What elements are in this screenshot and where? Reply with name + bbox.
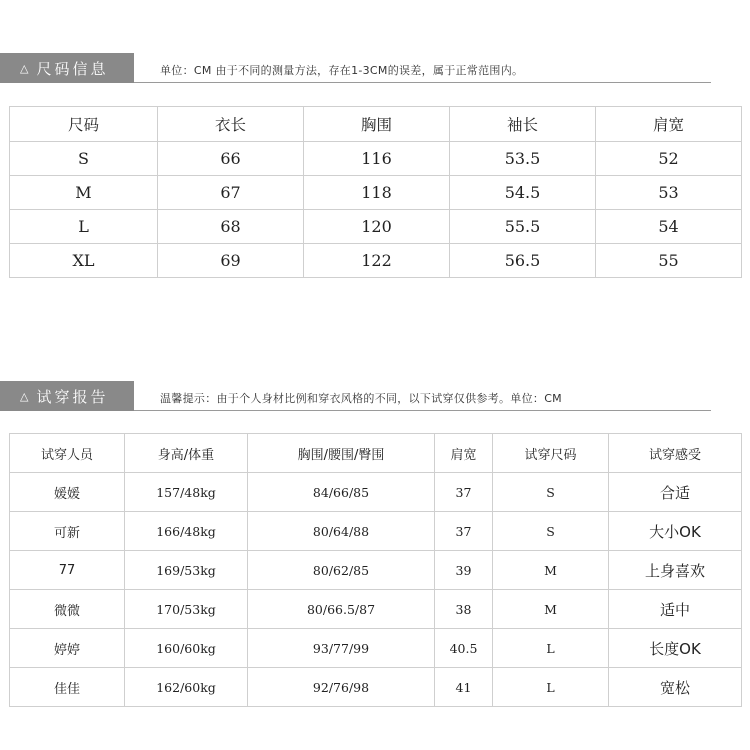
table-cell: 39: [435, 551, 493, 590]
column-header: 身高/体重: [125, 434, 248, 473]
try-report-table: [9, 433, 742, 707]
table-cell: 37: [435, 473, 493, 512]
triangle-icon: △: [20, 389, 29, 403]
table-cell: S: [493, 473, 609, 512]
table-cell: 宽松: [609, 668, 742, 707]
column-header: 衣长: [158, 107, 304, 142]
table-cell: 122: [304, 244, 450, 278]
column-header: 胸围/腰围/臀围: [248, 434, 435, 473]
try-report-tag: [0, 381, 134, 411]
table-cell: 162/60kg: [125, 668, 248, 707]
table-cell: M: [493, 551, 609, 590]
column-header: 肩宽: [435, 434, 493, 473]
table-cell: 微微: [10, 590, 125, 629]
table-cell: 41: [435, 668, 493, 707]
table-cell: L: [493, 668, 609, 707]
table-cell: M: [493, 590, 609, 629]
table-cell: 54.5: [450, 176, 596, 210]
table-cell: 160/60kg: [125, 629, 248, 668]
table-cell: 52: [596, 142, 742, 176]
table-cell: L: [493, 629, 609, 668]
table-cell: 69: [158, 244, 304, 278]
triangle-icon: △: [20, 61, 29, 75]
table-cell: 54: [596, 210, 742, 244]
table-row: [10, 629, 742, 668]
table-cell: 68: [158, 210, 304, 244]
column-header: 肩宽: [596, 107, 742, 142]
table-cell: XL: [10, 244, 158, 278]
divider: [134, 82, 711, 83]
table-row: [10, 210, 742, 244]
table-cell: 佳佳: [10, 668, 125, 707]
try-report-title: 试穿报告: [36, 387, 109, 406]
table-cell: 80/66.5/87: [248, 590, 435, 629]
size-info-title: 尺码信息: [36, 59, 109, 78]
table-cell: 116: [304, 142, 450, 176]
table-row: [10, 551, 742, 590]
divider: [134, 410, 711, 411]
table-cell: S: [493, 512, 609, 551]
column-header: 试穿感受: [609, 434, 742, 473]
table-cell: 53.5: [450, 142, 596, 176]
size-table: [9, 106, 742, 278]
try-report-note: 温馨提示：由于个人身材比例和穿衣风格的不同，以下试穿仅供参考。单位：CM: [160, 392, 562, 405]
table-cell: 婷婷: [10, 629, 125, 668]
table-cell: 166/48kg: [125, 512, 248, 551]
table-row: [10, 142, 742, 176]
try-report-header: [0, 381, 711, 411]
table-row: [10, 668, 742, 707]
table-cell: 媛媛: [10, 473, 125, 512]
table-cell: 合适: [609, 473, 742, 512]
column-header: 尺码: [10, 107, 158, 142]
table-cell: 40.5: [435, 629, 493, 668]
table-cell: 可新: [10, 512, 125, 551]
table-cell: 大小OK: [609, 512, 742, 551]
table-cell: 170/53kg: [125, 590, 248, 629]
table-cell: 80/62/85: [248, 551, 435, 590]
table-row: [10, 176, 742, 210]
column-header: 袖长: [450, 107, 596, 142]
table-cell: 120: [304, 210, 450, 244]
table-cell: 157/48kg: [125, 473, 248, 512]
table-cell: 118: [304, 176, 450, 210]
table-cell: 37: [435, 512, 493, 551]
size-info-note: 单位：CM 由于不同的测量方法，存在1-3CM的误差，属于正常范围内。: [160, 64, 524, 77]
table-row: [10, 590, 742, 629]
table-cell: 93/77/99: [248, 629, 435, 668]
table-cell: 上身喜欢: [609, 551, 742, 590]
table-cell: 38: [435, 590, 493, 629]
size-info-tag: [0, 53, 134, 83]
table-cell: 53: [596, 176, 742, 210]
table-cell: 92/76/98: [248, 668, 435, 707]
table-cell: S: [10, 142, 158, 176]
table-header-row: [10, 107, 742, 142]
table-cell: L: [10, 210, 158, 244]
table-cell: 80/64/88: [248, 512, 435, 551]
table-cell: 84/66/85: [248, 473, 435, 512]
table-row: [10, 473, 742, 512]
column-header: 试穿尺码: [493, 434, 609, 473]
table-cell: 77: [10, 551, 125, 590]
column-header: 胸围: [304, 107, 450, 142]
table-cell: 适中: [609, 590, 742, 629]
table-cell: 66: [158, 142, 304, 176]
table-cell: 长度OK: [609, 629, 742, 668]
column-header: 试穿人员: [10, 434, 125, 473]
table-cell: 55.5: [450, 210, 596, 244]
table-cell: 67: [158, 176, 304, 210]
table-cell: 56.5: [450, 244, 596, 278]
table-row: [10, 512, 742, 551]
table-cell: 169/53kg: [125, 551, 248, 590]
table-row: [10, 244, 742, 278]
table-header-row: [10, 434, 742, 473]
table-cell: M: [10, 176, 158, 210]
size-info-header: [0, 53, 711, 83]
table-cell: 55: [596, 244, 742, 278]
